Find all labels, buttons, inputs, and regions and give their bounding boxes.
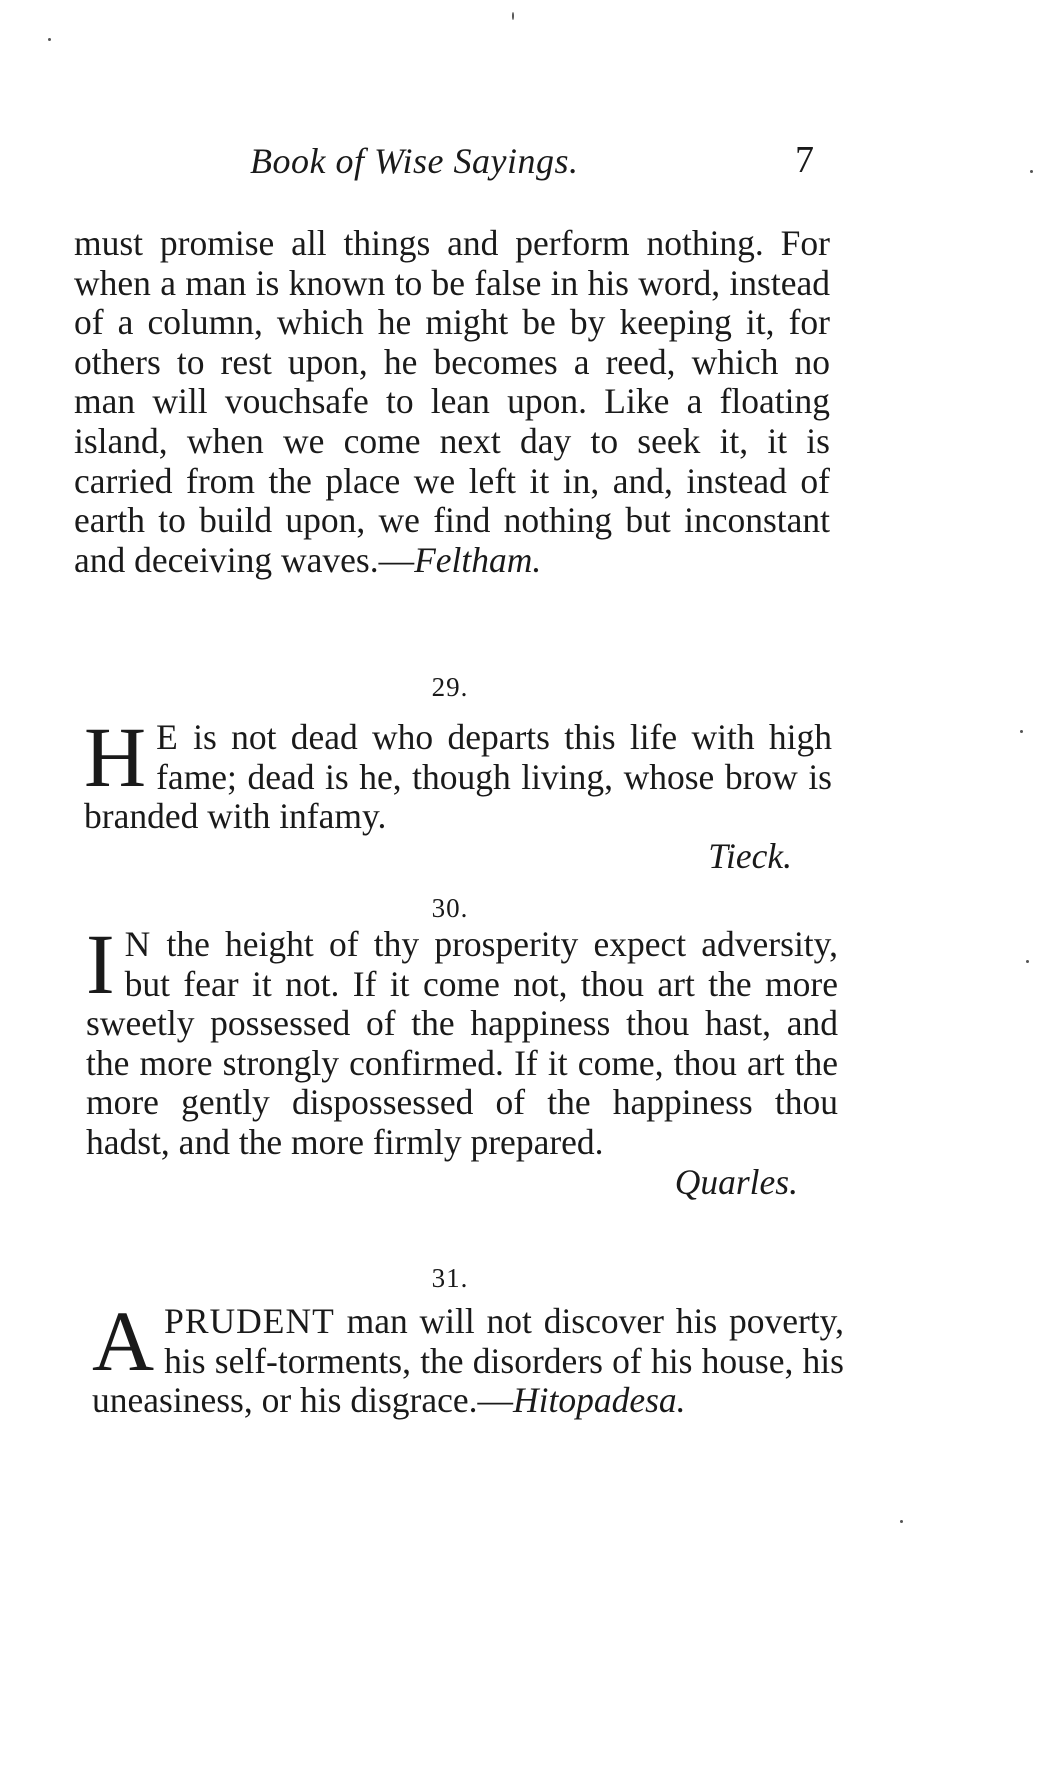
entry-number-31: 31. — [431, 1263, 469, 1293]
attribution-feltham: Feltham. — [414, 539, 542, 580]
page-number: 7 — [795, 139, 814, 181]
drop-cap: I — [86, 916, 115, 1012]
drop-cap: H — [84, 709, 147, 805]
lead-caps: PRUDENT — [164, 1301, 335, 1341]
entry-text: man will not discover his poverty, his self-torments, the disorders of his house, his uneasiness, or his disgrace.— — [92, 1301, 844, 1421]
paper-speck — [1020, 730, 1023, 733]
entry-text: is not dead who departs this life with high fame; dead is he, though living, whose brow is branded with infamy. — [84, 717, 832, 837]
running-head — [250, 140, 830, 190]
paper-speck — [1030, 170, 1033, 173]
attribution-tieck: Tieck. — [708, 835, 792, 876]
entry-number-30: 30. — [431, 893, 469, 923]
entry-text: the height of thy prosperity expect adversity, but fear it not. If it come not, thou art the more sweetly possessed of the happiness thou hast, and the more strongly confirmed. If it come, thou art the more gently dispossessed of the happiness thou hadst, and the more firmly prepared. — [86, 924, 838, 1162]
attribution-quarles: Quarles. — [674, 1161, 798, 1202]
paper-speck — [1026, 960, 1029, 963]
running-title: Book of Wise Sayings. — [250, 141, 579, 181]
continued-passage-text: must promise all things and perform nothing. For when a man is known to be false in his word, instead of a column, which he might be by keeping it, for others to rest upon, he becomes a reed, which no man will vouchsafe to lean upon. Like a floating island, when we come next day to seek it, it is carried from the place we left it in, and, instead of earth to build upon, we find nothing but inconstant and deceiving waves.— — [74, 223, 830, 580]
paper-speck — [512, 12, 514, 20]
lead-caps: N — [124, 924, 152, 964]
entry-29 — [84, 709, 832, 876]
entry-31 — [92, 1293, 844, 1421]
entry-30 — [86, 916, 838, 1202]
lead-caps: E — [156, 717, 179, 757]
attribution-hitopadesa: Hitopadesa. — [512, 1380, 686, 1421]
drop-cap: A — [92, 1293, 155, 1389]
paper-speck — [900, 1520, 903, 1523]
entry-number-29: 29. — [431, 672, 469, 702]
paper-speck — [48, 38, 51, 41]
continued-passage — [74, 224, 830, 580]
